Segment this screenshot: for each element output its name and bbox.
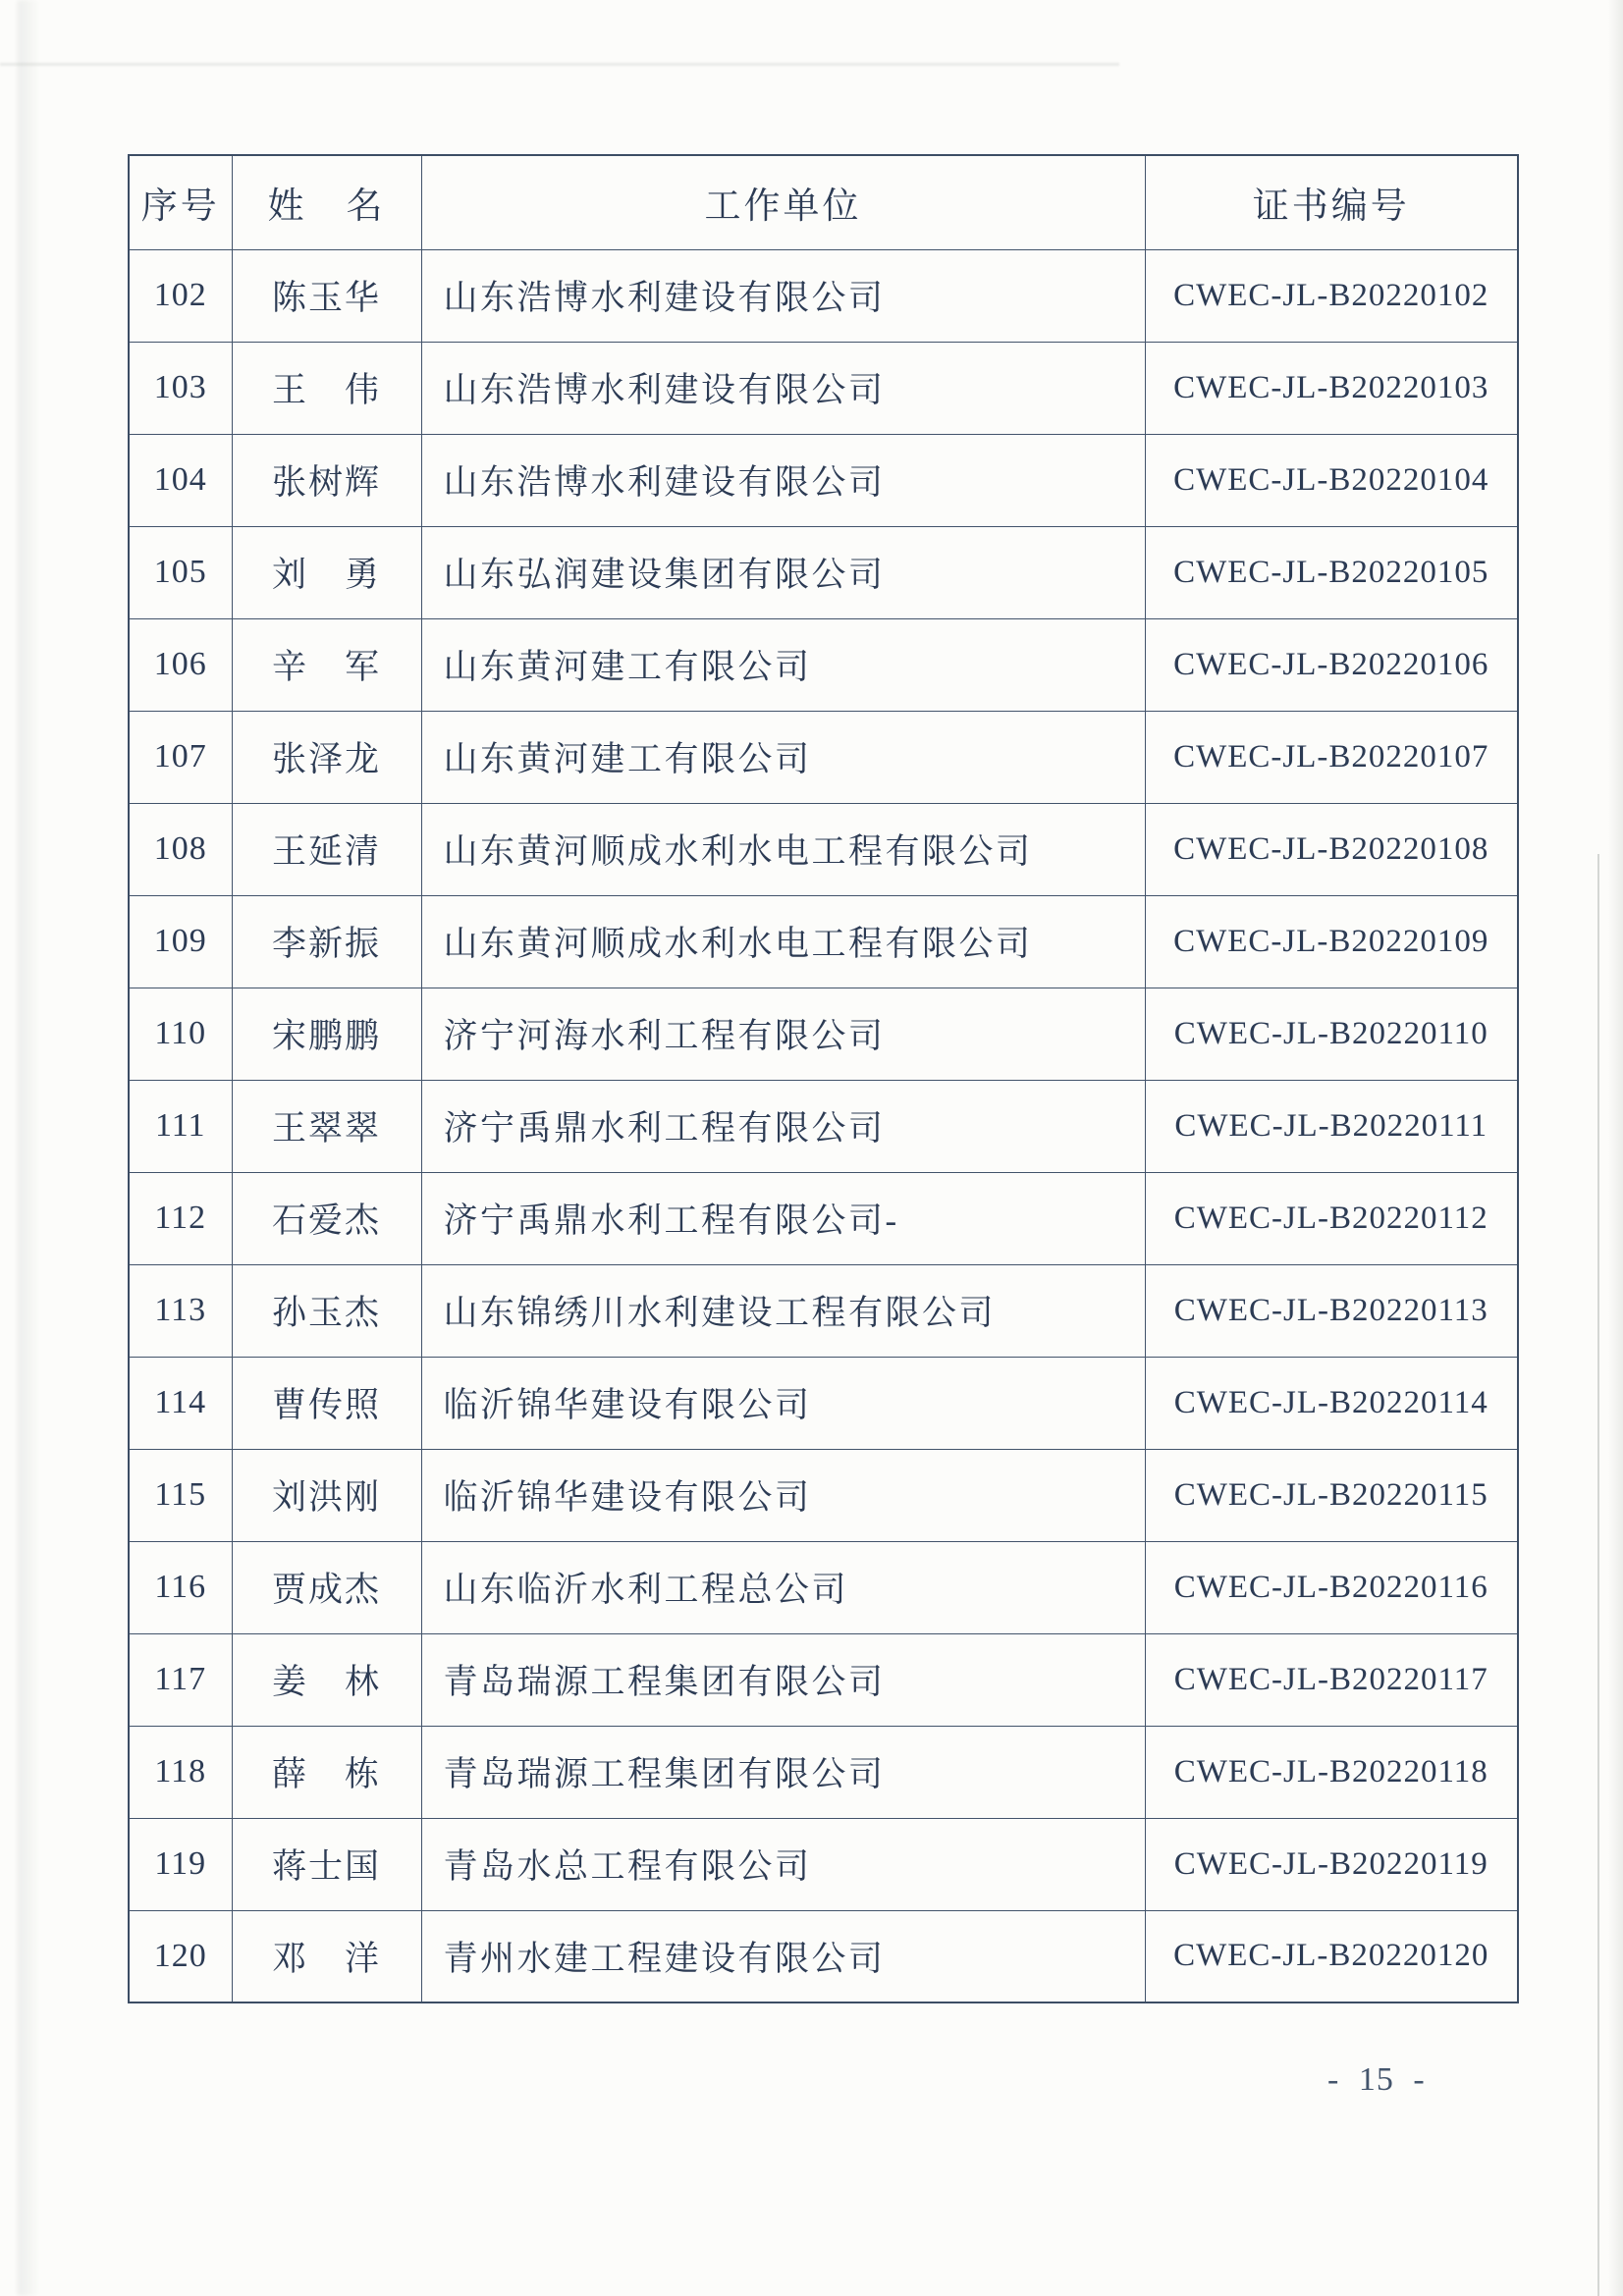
page-number: - 15 - xyxy=(1327,2061,1426,2098)
company-name: 济宁河海水利工程有限公司 xyxy=(421,988,1145,1080)
company-name: 青岛瑞源工程集团有限公司 xyxy=(421,1726,1145,1818)
company-name: 山东黄河顺成水利水电工程有限公司 xyxy=(421,803,1145,895)
table-row xyxy=(129,895,1518,988)
table-row xyxy=(129,1172,1518,1264)
certificate-number: CWEC-JL-B20220103 xyxy=(1145,342,1518,434)
col-header-company: 工作单位 xyxy=(421,155,1145,249)
certificate-number: CWEC-JL-B20220108 xyxy=(1145,803,1518,895)
table-row xyxy=(129,1818,1518,1910)
row-index: 111 xyxy=(129,1080,232,1172)
row-index: 114 xyxy=(129,1357,232,1449)
certificate-number: CWEC-JL-B20220110 xyxy=(1145,988,1518,1080)
col-header-name: 姓 名 xyxy=(232,155,421,249)
company-name: 临沂锦华建设有限公司 xyxy=(421,1449,1145,1541)
certificate-number: CWEC-JL-B20220119 xyxy=(1145,1818,1518,1910)
certificate-number: CWEC-JL-B20220102 xyxy=(1145,249,1518,342)
company-name: 山东锦绣川水利建设工程有限公司 xyxy=(421,1264,1145,1357)
row-index: 103 xyxy=(129,342,232,434)
table-row xyxy=(129,1726,1518,1818)
row-index: 119 xyxy=(129,1818,232,1910)
person-name: 贾成杰 xyxy=(232,1541,421,1633)
row-index: 102 xyxy=(129,249,232,342)
scan-artifact-right-line xyxy=(1597,854,1599,2296)
person-name: 曹传照 xyxy=(232,1357,421,1449)
header-row xyxy=(129,155,1518,249)
company-name: 山东黄河建工有限公司 xyxy=(421,618,1145,711)
company-name: 济宁禹鼎水利工程有限公司 xyxy=(421,1080,1145,1172)
person-name: 张树辉 xyxy=(232,434,421,526)
table-row xyxy=(129,711,1518,803)
table-row xyxy=(129,1264,1518,1357)
table-row xyxy=(129,526,1518,618)
company-name: 青州水建工程建设有限公司 xyxy=(421,1910,1145,2002)
person-name: 孙玉杰 xyxy=(232,1264,421,1357)
company-name: 山东弘润建设集团有限公司 xyxy=(421,526,1145,618)
certificate-table xyxy=(128,154,1519,2003)
row-index: 108 xyxy=(129,803,232,895)
person-name: 姜 林 xyxy=(232,1633,421,1726)
person-name: 张泽龙 xyxy=(232,711,421,803)
table-row xyxy=(129,1449,1518,1541)
table-row xyxy=(129,1357,1518,1449)
person-name: 李新振 xyxy=(232,895,421,988)
person-name: 刘 勇 xyxy=(232,526,421,618)
row-index: 113 xyxy=(129,1264,232,1357)
scan-artifact-right-shade xyxy=(1608,0,1623,2296)
company-name: 山东黄河建工有限公司 xyxy=(421,711,1145,803)
person-name: 薛 栋 xyxy=(232,1726,421,1818)
company-name: 山东浩博水利建设有限公司 xyxy=(421,342,1145,434)
table-row xyxy=(129,1910,1518,2002)
table-row xyxy=(129,434,1518,526)
certificate-number: CWEC-JL-B20220115 xyxy=(1145,1449,1518,1541)
certificate-number: CWEC-JL-B20220118 xyxy=(1145,1726,1518,1818)
col-header-cert: 证书编号 xyxy=(1145,155,1518,249)
certificate-number: CWEC-JL-B20220114 xyxy=(1145,1357,1518,1449)
certificate-number: CWEC-JL-B20220109 xyxy=(1145,895,1518,988)
certificate-number: CWEC-JL-B20220120 xyxy=(1145,1910,1518,2002)
row-index: 109 xyxy=(129,895,232,988)
row-index: 104 xyxy=(129,434,232,526)
certificate-number: CWEC-JL-B20220117 xyxy=(1145,1633,1518,1726)
company-name: 山东临沂水利工程总公司 xyxy=(421,1541,1145,1633)
table-row xyxy=(129,803,1518,895)
row-index: 105 xyxy=(129,526,232,618)
company-name: 青岛瑞源工程集团有限公司 xyxy=(421,1633,1145,1726)
certificate-number: CWEC-JL-B20220107 xyxy=(1145,711,1518,803)
company-name: 济宁禹鼎水利工程有限公司- xyxy=(421,1172,1145,1264)
certificate-number: CWEC-JL-B20220104 xyxy=(1145,434,1518,526)
row-index: 106 xyxy=(129,618,232,711)
table-row xyxy=(129,249,1518,342)
company-name: 青岛水总工程有限公司 xyxy=(421,1818,1145,1910)
table-row xyxy=(129,1080,1518,1172)
row-index: 112 xyxy=(129,1172,232,1264)
row-index: 118 xyxy=(129,1726,232,1818)
person-name: 刘洪刚 xyxy=(232,1449,421,1541)
row-index: 120 xyxy=(129,1910,232,2002)
row-index: 115 xyxy=(129,1449,232,1541)
person-name: 石爱杰 xyxy=(232,1172,421,1264)
certificate-number: CWEC-JL-B20220113 xyxy=(1145,1264,1518,1357)
table-row xyxy=(129,618,1518,711)
person-name: 陈玉华 xyxy=(232,249,421,342)
table-row xyxy=(129,342,1518,434)
table-row xyxy=(129,988,1518,1080)
table-row xyxy=(129,1633,1518,1726)
scan-artifact-top-line xyxy=(0,63,1119,66)
certificate-number: CWEC-JL-B20220116 xyxy=(1145,1541,1518,1633)
person-name: 宋鹏鹏 xyxy=(232,988,421,1080)
certificate-number: CWEC-JL-B20220105 xyxy=(1145,526,1518,618)
company-name: 山东浩博水利建设有限公司 xyxy=(421,434,1145,526)
row-index: 116 xyxy=(129,1541,232,1633)
person-name: 王翠翠 xyxy=(232,1080,421,1172)
company-name: 临沂锦华建设有限公司 xyxy=(421,1357,1145,1449)
certificate-number: CWEC-JL-B20220111 xyxy=(1145,1080,1518,1172)
company-name: 山东浩博水利建设有限公司 xyxy=(421,249,1145,342)
col-header-index: 序号 xyxy=(129,155,232,249)
person-name: 王延清 xyxy=(232,803,421,895)
person-name: 辛 军 xyxy=(232,618,421,711)
table-row xyxy=(129,1541,1518,1633)
person-name: 蒋士国 xyxy=(232,1818,421,1910)
row-index: 107 xyxy=(129,711,232,803)
row-index: 117 xyxy=(129,1633,232,1726)
person-name: 王 伟 xyxy=(232,342,421,434)
scan-artifact-left-edge xyxy=(18,0,37,2296)
certificate-number: CWEC-JL-B20220106 xyxy=(1145,618,1518,711)
person-name: 邓 洋 xyxy=(232,1910,421,2002)
row-index: 110 xyxy=(129,988,232,1080)
certificate-number: CWEC-JL-B20220112 xyxy=(1145,1172,1518,1264)
company-name: 山东黄河顺成水利水电工程有限公司 xyxy=(421,895,1145,988)
